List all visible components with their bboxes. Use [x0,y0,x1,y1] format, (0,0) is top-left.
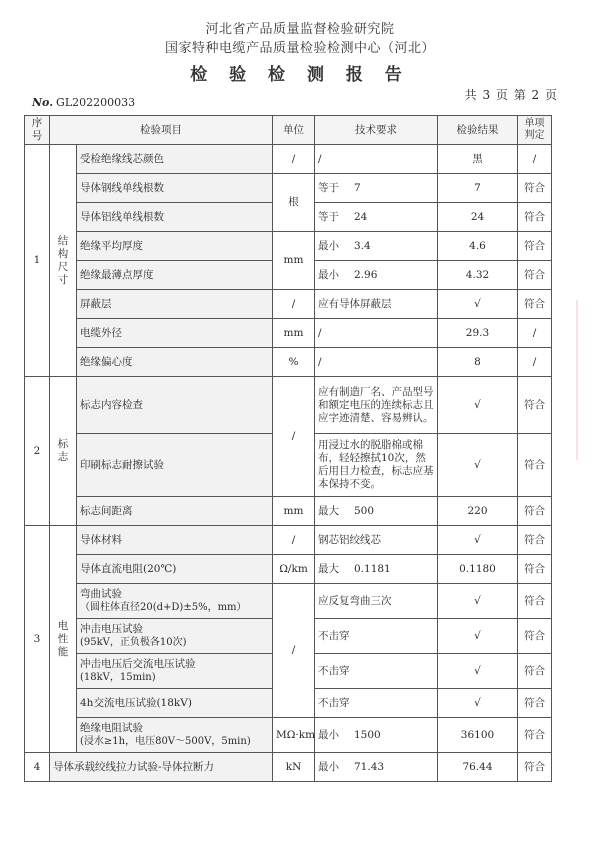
verdict-cell: 符合 [518,174,552,203]
verdict-cell: 符合 [518,497,552,526]
requirement-cell: 最小 3.4 [315,232,438,261]
requirement-cell: 用浸过水的脱脂棉或棉布，轻轻擦拭10次，然后用目力检查，标志应基本保持不变。 [315,434,438,497]
item-name: 屏蔽层 [77,290,273,319]
unit-cell: / [273,377,315,497]
result-cell: 4.32 [438,261,518,290]
verdict-cell: 符合 [518,434,552,497]
item-name: 导体铝线单线根数 [77,203,273,232]
result-cell: √ [438,526,518,555]
result-cell: 黑 [438,145,518,174]
result-cell: 7 [438,174,518,203]
table-row [25,145,552,174]
verdict-cell: / [518,319,552,348]
report-number-label: No. [32,96,54,109]
requirement-cell: 最小 71.43 [315,753,438,782]
unit-cell: mm [273,232,315,290]
verdict-cell: 符合 [518,584,552,619]
col-verdict: 单项判定 [518,116,552,145]
item-name: 冲击电压试验 (95kV，正负极各10次) [77,619,273,654]
col-item: 检验项目 [50,116,273,145]
table-row [25,555,552,584]
item-name: 标志内容检查 [77,377,273,434]
result-cell: √ [438,377,518,434]
verdict-cell: 符合 [518,718,552,753]
requirement-cell: / [315,319,438,348]
result-cell: 29.3 [438,319,518,348]
group-seq: 3 [25,526,50,753]
table-row [25,526,552,555]
result-cell: √ [438,689,518,718]
requirement-cell: / [315,145,438,174]
table-row [25,290,552,319]
requirement-cell: 最大 500 [315,497,438,526]
unit-cell: / [273,145,315,174]
group-seq: 4 [25,753,50,782]
result-cell: √ [438,654,518,689]
unit-cell: % [273,348,315,377]
table-row [25,232,552,261]
item-name: 绝缘偏心度 [77,348,273,377]
unit-cell: 根 [273,174,315,232]
requirement-cell: 最小 1500 [315,718,438,753]
requirement-cell: 等于 7 [315,174,438,203]
unit-cell: / [273,290,315,319]
unit-cell: MΩ·km [273,718,315,753]
col-unit: 单位 [273,116,315,145]
col-result: 检验结果 [438,116,518,145]
table-row [25,319,552,348]
page-info: 共 3 页 第 2 页 [464,88,558,102]
requirement-cell: 应有制造厂名、产品型号和额定电压的连续标志且应字迹清楚、容易辨认。 [315,377,438,434]
item-name: 导体钢线单线根数 [77,174,273,203]
group-seq: 1 [25,145,50,377]
table-row [25,718,552,753]
requirement-cell: 不击穿 [315,654,438,689]
group-category: 电性能 [50,526,77,753]
requirement-cell: 钢芯铝绞线芯 [315,526,438,555]
table-row [25,348,552,377]
item-name: 绝缘平均厚度 [77,232,273,261]
group-seq: 2 [25,377,50,526]
table-row [25,497,552,526]
table-row [25,377,552,434]
item-name: 绝缘电阻试验 (浸水≥1h，电压80V～500V，5min) [77,718,273,753]
col-requirement: 技术要求 [315,116,438,145]
item-name: 4h交流电压试验(18kV) [77,689,273,718]
inspection-table [24,115,552,782]
item-name: 导体直流电阻(20℃) [77,555,273,584]
verdict-cell: 符合 [518,377,552,434]
item-name: 电缆外径 [77,319,273,348]
item-name: 弯曲试验 （圆柱体直径20(d+D)±5%，mm） [77,584,273,619]
table-row [25,753,552,782]
center-name: 国家特种电缆产品质量检验检测中心（河北） [164,41,435,56]
verdict-cell: 符合 [518,203,552,232]
result-cell: 4.6 [438,232,518,261]
unit-cell: mm [273,319,315,348]
report-title: 检 验 检 测 报 告 [190,65,410,85]
result-cell: 76.44 [438,753,518,782]
verdict-cell: 符合 [518,619,552,654]
result-cell: 24 [438,203,518,232]
verdict-cell: 符合 [518,654,552,689]
verdict-cell: 符合 [518,261,552,290]
verdict-cell: / [518,348,552,377]
item-name: 受检绝缘线芯颜色 [77,145,273,174]
verdict-cell: 符合 [518,555,552,584]
group-category: 标志 [50,377,77,526]
report-number [32,96,135,109]
result-cell: √ [438,290,518,319]
item-name: 冲击电压后交流电压试验 (18kV，15min) [77,654,273,689]
result-cell: √ [438,434,518,497]
table-row [25,174,552,203]
item-name: 导体材料 [77,526,273,555]
verdict-cell: 符合 [518,526,552,555]
unit-cell: kN [273,753,315,782]
requirement-cell: 应反复弯曲三次 [315,584,438,619]
result-cell: 0.1180 [438,555,518,584]
requirement-cell: 最大 0.1181 [315,555,438,584]
item-name: 绝缘最薄点厚度 [77,261,273,290]
requirement-cell: 不击穿 [315,619,438,654]
institute-name: 河北省产品质量监督检验研究院 [205,22,395,37]
verdict-cell: 符合 [518,689,552,718]
requirement-cell: / [315,348,438,377]
report-number-value: GL202200033 [56,96,136,109]
table-row [25,584,552,619]
result-cell: √ [438,584,518,619]
col-seq: 序号 [25,116,50,145]
item-name: 印刷标志耐擦试验 [77,434,273,497]
verdict-cell: 符合 [518,753,552,782]
verdict-cell: / [518,145,552,174]
unit-cell: mm [273,497,315,526]
result-cell: 8 [438,348,518,377]
verdict-cell: 符合 [518,232,552,261]
table-header-row [25,116,552,145]
seal-stamp [576,300,600,460]
result-cell: 36100 [438,718,518,753]
requirement-cell: 最小 2.96 [315,261,438,290]
unit-cell: Ω/km [273,555,315,584]
requirement-cell: 不击穿 [315,689,438,718]
item-name: 导体承载绞线拉力试验-导体拉断力 [50,753,273,782]
item-name: 标志间距离 [77,497,273,526]
requirement-cell: 应有导体屏蔽层 [315,290,438,319]
unit-cell: / [273,526,315,555]
requirement-cell: 等于 24 [315,203,438,232]
result-cell: 220 [438,497,518,526]
verdict-cell: 符合 [518,290,552,319]
result-cell: √ [438,619,518,654]
unit-cell: / [273,584,315,718]
group-category: 结构尺寸 [50,145,77,377]
